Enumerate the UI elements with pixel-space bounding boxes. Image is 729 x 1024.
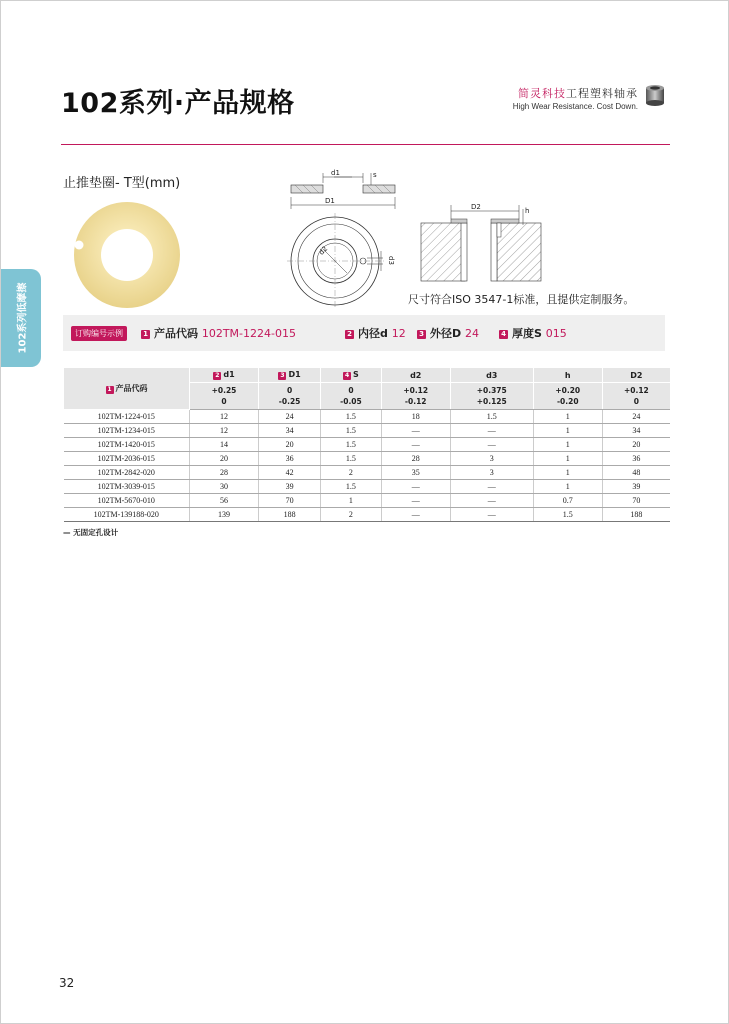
tolerance-cell (450, 383, 533, 410)
order-example-tag: 订购编号示例 (71, 326, 127, 341)
value-cell: 1.5 (321, 438, 382, 452)
product-code-cell: 102TM-2842-020 (64, 466, 190, 480)
value-cell: — (381, 438, 450, 452)
value-cell: 1 (533, 466, 602, 480)
spec-table (63, 368, 670, 522)
value-cell: 1.5 (321, 480, 382, 494)
order-example-bar (63, 315, 665, 351)
table-row (64, 480, 671, 494)
tolerance-lower: -0.12 (404, 397, 427, 406)
tolerance-upper: 0 (348, 386, 354, 395)
spec-header-row (64, 368, 671, 383)
tolerance-lower: +0.125 (476, 397, 507, 406)
brand-block (513, 85, 638, 111)
value-cell: 1.5 (321, 424, 382, 438)
value-cell: — (381, 480, 450, 494)
value-cell: 36 (602, 452, 670, 466)
tolerance-upper: +0.20 (555, 386, 581, 395)
label-D2: D2 (471, 203, 481, 211)
bearing-icon (644, 83, 666, 107)
installation-drawing (415, 199, 543, 283)
value-cell: 34 (602, 424, 670, 438)
value-cell: — (381, 494, 450, 508)
value-cell: 12 (190, 424, 259, 438)
product-code-cell: 102TM-2036-015 (64, 452, 190, 466)
brand-rest: 工程塑料轴承 (566, 87, 638, 100)
value-cell: 18 (381, 410, 450, 424)
tolerance-cell (190, 383, 259, 410)
col-D2: D2 (602, 368, 670, 383)
value-cell: 0.7 (533, 494, 602, 508)
tolerance-upper: +0.12 (403, 386, 429, 395)
value-cell: 1 (533, 410, 602, 424)
table-row (64, 494, 671, 508)
table-row (64, 508, 671, 522)
value-cell: 188 (602, 508, 670, 522)
brand-highlight: 简灵科技 (518, 87, 566, 100)
order-item-outer-diameter: 3 外径D 24 (417, 325, 479, 341)
value-cell: — (450, 508, 533, 522)
product-code-cell: 102TM-3039-015 (64, 480, 190, 494)
label-d2: d2 (317, 244, 330, 257)
tolerance-cell (533, 383, 602, 410)
tolerance-cell (381, 383, 450, 410)
footnote: — 无固定孔设计 (63, 528, 119, 537)
product-code-cell: 102TM-5670-010 (64, 494, 190, 508)
value-cell: — (450, 424, 533, 438)
label-d1: d1 (331, 169, 340, 177)
label-s: s (373, 171, 377, 179)
col-d2: d2 (381, 368, 450, 383)
value-cell: 2 (321, 466, 382, 480)
value-cell: 1 (533, 452, 602, 466)
value-cell: 2 (321, 508, 382, 522)
product-code-cell: 102TM-1224-015 (64, 410, 190, 424)
product-code-cell: 102TM-139188-020 (64, 508, 190, 522)
value-cell: 188 (259, 508, 321, 522)
value-cell: 20 (259, 438, 321, 452)
col-S: 4 S (321, 368, 382, 383)
value-cell: — (450, 480, 533, 494)
value-cell: 1 (533, 438, 602, 452)
value-cell: 39 (259, 480, 321, 494)
col-D1: 3 D1 (259, 368, 321, 383)
standard-note: 尺寸符合ISO 3547-1标准，且提供定制服务。 (408, 293, 635, 306)
order-item-code: 1 产品代码 102TM-1224-015 (141, 325, 296, 341)
tolerance-lower: 0 (633, 397, 639, 406)
page-number: 32 (59, 976, 75, 990)
value-cell: 36 (259, 452, 321, 466)
side-tab-label: 102系列低摩擦 (17, 282, 29, 354)
value-cell: 3 (450, 452, 533, 466)
value-cell: 1.5 (321, 452, 382, 466)
value-cell: 1 (321, 494, 382, 508)
product-code-cell: 102TM-1234-015 (64, 424, 190, 438)
brand-slogan: High Wear Resistance. Cost Down. (512, 102, 638, 111)
table-row (64, 424, 671, 438)
washer-drawing (283, 163, 403, 313)
value-cell: — (381, 424, 450, 438)
col-d3: d3 (450, 368, 533, 383)
value-cell: 24 (259, 410, 321, 424)
tolerance-lower: -0.05 (340, 397, 362, 406)
table-row (64, 452, 671, 466)
value-cell: 48 (602, 466, 670, 480)
label-D1: D1 (325, 197, 335, 205)
tolerance-upper: 0 (286, 386, 293, 395)
value-cell: 28 (190, 466, 259, 480)
col-d1: 2 d1 (190, 368, 259, 383)
value-cell: 39 (602, 480, 670, 494)
value-cell: 24 (602, 410, 670, 424)
order-item-inner-diameter: 2 内径d 12 (345, 325, 406, 341)
table-row (64, 466, 671, 480)
tolerance-upper: +0.12 (623, 386, 649, 395)
order-item-thickness: 4 厚度S 015 (499, 325, 567, 341)
value-cell: — (450, 438, 533, 452)
tolerance-lower: -0.25 (278, 397, 301, 406)
value-cell: 34 (259, 424, 321, 438)
brand-name (513, 85, 638, 101)
value-cell: 20 (190, 452, 259, 466)
value-cell: 70 (602, 494, 670, 508)
value-cell: 14 (190, 438, 259, 452)
tolerance-cell (602, 383, 670, 410)
value-cell: 1 (533, 480, 602, 494)
header-divider (61, 144, 670, 145)
tolerance-cell (259, 383, 321, 410)
value-cell: 1 (533, 424, 602, 438)
value-cell: 70 (259, 494, 321, 508)
value-cell: — (381, 508, 450, 522)
thrust-washer-image (67, 201, 187, 309)
side-tab (1, 269, 41, 367)
value-cell: 3 (450, 466, 533, 480)
value-cell: 56 (190, 494, 259, 508)
value-cell: 42 (259, 466, 321, 480)
col-product-code: 1 产品代码 (64, 368, 190, 410)
value-cell: 28 (381, 452, 450, 466)
value-cell: 139 (190, 508, 259, 522)
col-h: h (533, 368, 602, 383)
page-title: 102系列·产品规格 (61, 88, 295, 119)
value-cell: 12 (190, 410, 259, 424)
value-cell: 35 (381, 466, 450, 480)
spec-body (64, 410, 671, 522)
section-title: 止推垫圈- T型(mm) (63, 176, 181, 191)
value-cell: 30 (190, 480, 259, 494)
value-cell: — (450, 494, 533, 508)
table-row (64, 438, 671, 452)
table-row (64, 410, 671, 424)
product-code-cell: 102TM-1420-015 (64, 438, 190, 452)
tolerance-cell (321, 383, 382, 410)
tolerance-upper: +0.375 (476, 386, 507, 395)
tolerance-lower: -0.20 (556, 397, 579, 406)
value-cell: 20 (602, 438, 670, 452)
tolerance-lower: 0 (221, 397, 227, 406)
value-cell: 1.5 (450, 410, 533, 424)
label-d3: d3 (387, 256, 395, 265)
value-cell: 1.5 (321, 410, 382, 424)
label-h: h (525, 207, 530, 215)
tolerance-upper: +0.25 (211, 386, 237, 395)
value-cell: 1.5 (533, 508, 602, 522)
